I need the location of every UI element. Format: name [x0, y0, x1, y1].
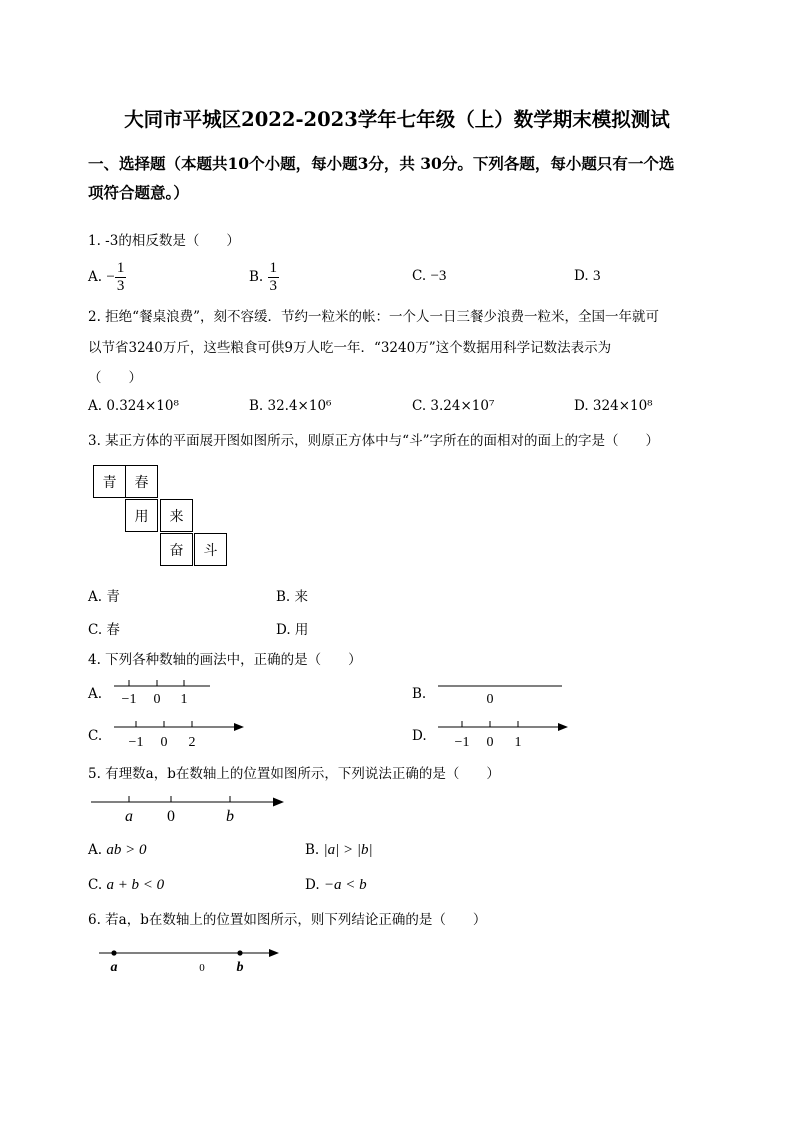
question-2-line2: 以节省3240万斤，这些粮食可供9万人吃一年．“3240万”这个数据用科学记数法表示为 [88, 340, 612, 356]
q6-axis-label: a [110, 960, 118, 975]
q1-b-numerator: 1 [269, 260, 278, 276]
q5-axis-label: 0 [167, 808, 175, 825]
q4-c-tick-label: 2 [188, 735, 196, 750]
q1-option-b-fraction [268, 260, 280, 295]
q5-option-d-label: D. [305, 877, 320, 893]
q5-option-c-label: C. [88, 877, 103, 893]
q4-option-d-numberline [434, 717, 574, 751]
q4-d-tick-label: −1 [454, 735, 470, 750]
q1-option-c-label: C. [412, 268, 427, 284]
question-4-stem: 4. 下列各种数轴的画法中，正确的是（ ） [88, 652, 362, 668]
cube-net-cell: 青 [93, 465, 126, 498]
question-2-line3: （ ） [88, 370, 142, 386]
q2-option-d: D. 324×10⁸ [574, 398, 653, 414]
cube-net-cell: 春 [125, 465, 158, 498]
q6-axis-label: b [236, 960, 244, 975]
cube-net-cell: 用 [125, 499, 158, 532]
q1-option-d-value: 3 [592, 268, 601, 284]
q4-d-tick-label: 0 [486, 735, 494, 750]
q5-option-a-expr: ab > 0 [106, 842, 147, 858]
q6-numberline [96, 944, 286, 976]
q2-option-a: A. 0.324×10⁸ [88, 398, 179, 414]
q5-option-b-label: B. [305, 842, 320, 858]
q1-b-denominator: 3 [269, 278, 278, 294]
section-heading-line1: 一、选择题（本题共10个小题，每小题3分，共 30分。下列各题，每小题只有一个选 [88, 154, 675, 173]
q1-a-numerator: 1 [116, 260, 125, 276]
q4-option-a-numberline [110, 676, 220, 708]
q5-numberline [88, 792, 288, 828]
q1-option-a-label: A. [88, 269, 103, 285]
q2-option-b: B. 32.4×10⁶ [249, 398, 332, 414]
q5-option-a [88, 842, 146, 859]
q4-a-tick-label: 0 [153, 692, 161, 707]
question-6-stem: 6. 若a，b在数轴上的位置如图所示，则下列结论正确的是（ ） [88, 912, 487, 928]
q5-option-c [88, 877, 164, 894]
q1-option-a-fraction [115, 260, 127, 295]
q3-option-c: C. 春 [88, 622, 120, 638]
q4-c-tick-label: 0 [160, 735, 168, 750]
q5-option-c-expr: a + b < 0 [106, 877, 165, 893]
q5-option-b-expr: |a| > |b| [323, 842, 373, 858]
cube-net-cell: 斗 [194, 533, 227, 566]
q4-option-a-label: A. [88, 686, 103, 702]
q4-b-tick-label: 0 [486, 692, 494, 707]
q5-option-b [305, 842, 373, 859]
q2-option-c: C. 3.24×10⁷ [412, 398, 495, 414]
q3-option-d: D. 用 [276, 622, 309, 638]
section-heading-line2: 项符合题意。） [88, 183, 189, 202]
question-2-line1: 2. 拒绝“餐桌浪费”，刻不容缓．节约一粒米的帐：一个人一日三餐少浪费一粒米，全国一年就可 [88, 309, 659, 325]
q1-option-c [412, 268, 446, 285]
q4-option-b-numberline [434, 676, 568, 708]
q4-a-tick-label: 1 [180, 692, 188, 707]
q4-option-c-numberline [110, 717, 250, 751]
q4-c-tick-label: −1 [128, 735, 144, 750]
q1-a-denominator: 3 [116, 278, 125, 294]
q5-option-d [305, 877, 367, 894]
q1-option-b [249, 260, 279, 295]
q3-option-b: B. 来 [276, 589, 309, 605]
q5-option-d-expr: −a < b [323, 877, 367, 893]
q3-option-a: A. 青 [88, 589, 120, 605]
q5-axis-label: a [125, 808, 133, 825]
page-title: 大同市平城区2022-2023学年七年级（上）数学期末模拟测试 [124, 108, 670, 131]
q1-option-c-value: −3 [430, 268, 447, 284]
q4-a-tick-label: −1 [121, 692, 137, 707]
cube-net-cell: 来 [160, 499, 193, 532]
q4-option-c-label: C. [88, 728, 103, 744]
q4-option-b-label: B. [412, 686, 427, 702]
q4-d-tick-label: 1 [514, 735, 522, 750]
q1-option-d-label: D. [574, 268, 589, 284]
q5-axis-label: b [226, 808, 234, 825]
q1-option-a [88, 260, 126, 295]
q4-option-d-label: D. [412, 728, 427, 744]
question-5-stem: 5. 有理数a，b在数轴上的位置如图所示，下列说法正确的是（ ） [88, 766, 500, 782]
q1-option-a-sign: − [106, 269, 115, 285]
cube-net-cell: 奋 [160, 533, 193, 566]
q1-option-b-label: B. [249, 269, 264, 285]
question-1-stem: 1. -3的相反数是（ ） [88, 233, 240, 249]
q6-axis-label: 0 [199, 962, 205, 974]
question-3-stem: 3. 某正方体的平面展开图如图所示，则原正方体中与“斗”字所在的面相对的面上的字是（ ） [88, 433, 659, 449]
q1-option-d [574, 268, 600, 285]
q5-option-a-label: A. [88, 842, 103, 858]
